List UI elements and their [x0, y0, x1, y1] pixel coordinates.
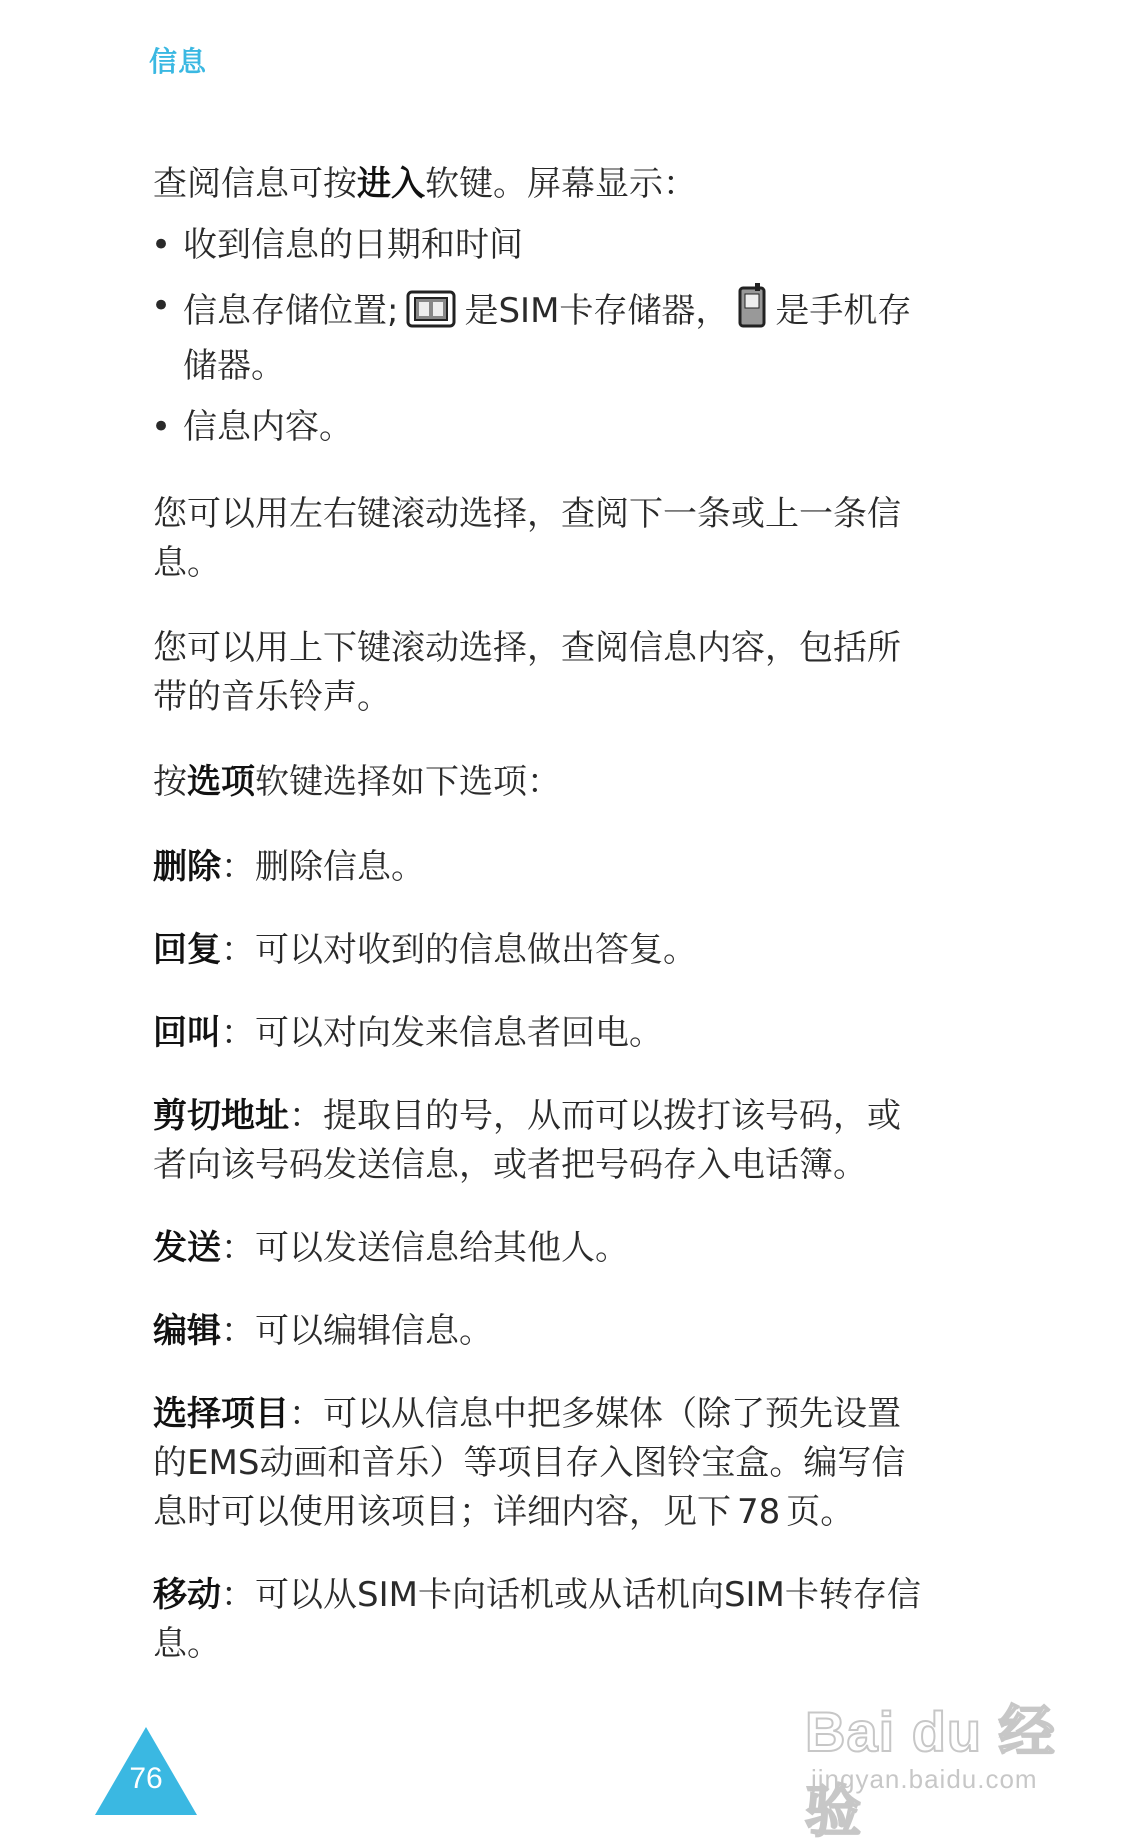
intro-text-post: 软键。屏幕显示：: [425, 164, 697, 204]
option-move: [153, 1571, 923, 1669]
sim-card-icon: [406, 290, 456, 342]
option-term: 删除: [153, 847, 221, 887]
option-desc: ：可以从SIM卡向话机或从话机向SIM卡转存信息。: [153, 1575, 921, 1664]
bullet-text: 信息内容。: [183, 407, 353, 447]
options-softkey: 选项: [187, 762, 255, 802]
option-desc: ：可以编辑信息。: [221, 1311, 493, 1351]
option-term: 编辑: [153, 1311, 221, 1351]
option-term: 移动: [153, 1575, 221, 1615]
option-delete: [153, 843, 923, 892]
page-content: [153, 160, 923, 1669]
scroll-up-down-paragraph: 您可以用上下键滚动选择，查阅信息内容，包括所带的音乐铃声。: [153, 628, 901, 717]
intro-text-pre: 查阅信息可按: [153, 164, 357, 204]
option-term: 剪切地址: [153, 1096, 289, 1136]
watermark-url: jingyan.baidu.com: [811, 1764, 1038, 1794]
display-bullet-list: [153, 221, 923, 452]
option-term: 发送: [153, 1228, 221, 1268]
option-desc: ：可以对向发来信息者回电。: [221, 1013, 663, 1053]
option-desc: ：可以从信息中把多媒体（除了预先设置的EMS动画和音乐）等项目存入图铃宝盒。编写信息时可以使用该项目；详细内容，见下: [153, 1394, 906, 1532]
option-term: 选择项目: [153, 1394, 289, 1434]
bullet-text-mid: 是SIM卡存储器，: [464, 291, 730, 331]
page-reference: 78: [737, 1492, 781, 1532]
option-desc: ：提取目的号，从而可以拨打该号码，或者向该号码发送信息，或者把号码存入电话簿。: [153, 1096, 901, 1185]
phone-icon: [737, 282, 767, 342]
section-title: 信息: [149, 45, 208, 78]
scroll-left-right-paragraph: 您可以用左右键滚动选择，查阅下一条或上一条信息。: [153, 494, 901, 583]
option-desc-end: 页。: [786, 1492, 855, 1532]
intro-softkey: 进入: [357, 164, 425, 204]
list-item: [153, 403, 923, 452]
bullet-text: 收到信息的日期和时间: [183, 225, 523, 265]
options-intro-post: 软键选择如下选项：: [255, 762, 561, 802]
option-term: 回复: [153, 930, 221, 970]
option-reply: [153, 926, 923, 975]
option-desc: ：删除信息。: [221, 847, 425, 887]
watermark-logo: Bai du 经验: [805, 1700, 1056, 1843]
list-item: [153, 221, 923, 270]
option-desc: ：可以发送信息给其他人。: [221, 1228, 629, 1268]
option-desc: ：可以对收到的信息做出答复。: [221, 930, 697, 970]
options-intro: [153, 758, 923, 807]
bullet-text-post: 是手机存储器。: [183, 291, 912, 386]
option-edit: [153, 1307, 923, 1356]
baidu-jingyan-watermark: [805, 1668, 1070, 1843]
options-intro-pre: 按: [153, 762, 187, 802]
option-send: [153, 1224, 923, 1273]
intro-paragraph: [153, 160, 923, 209]
page-number: 76: [129, 1762, 163, 1795]
bullet-text-pre: 信息存储位置;: [183, 291, 399, 331]
option-term: 回叫: [153, 1013, 221, 1053]
option-call-back: [153, 1009, 923, 1058]
option-cut-address: [153, 1092, 923, 1190]
list-item: [153, 282, 923, 391]
option-select-items: [153, 1390, 923, 1537]
